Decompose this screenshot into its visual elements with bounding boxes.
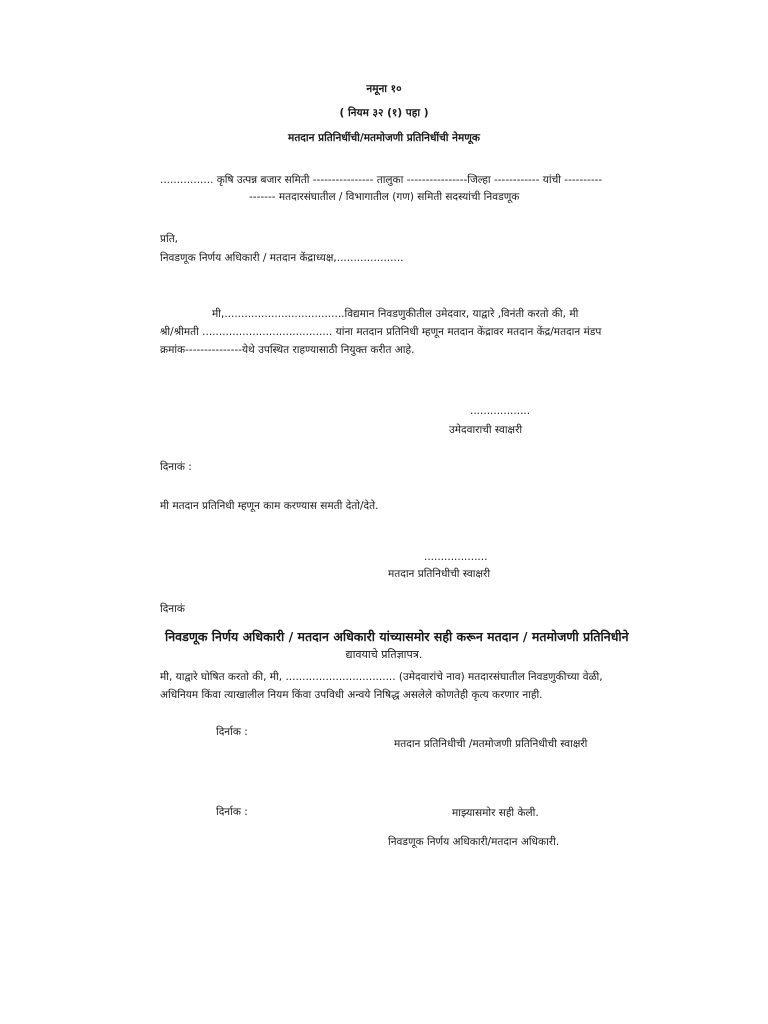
addressee-officer: निवडणूक निर्णय अधिकारी / मतदान केंद्राध्यक्ष,.................... — [160, 252, 404, 264]
officer-signature-label: निवडणूक निर्णय अधिकारी/मतदान अधिकारी. — [388, 836, 560, 848]
election-line-2: ------- मतदारसंघातील / विभागातील (गण) समिती सदस्यांची निवडणूक — [249, 191, 520, 203]
addressee-to: प्रति, — [160, 233, 179, 245]
election-line-1: ................ कृषि उत्पन्न बजार समिती ---------------- तालुका ----------------जिल्हा ------------ यांची ---------- — [160, 174, 603, 186]
appointment-line-2: श्री/श्रीमती ....................................... यांना मतदान प्रतिनिधी म्हणून मतदान केंद्रावर मतदान केंद्र/मतदान मंडप — [160, 326, 602, 338]
declaration-body-line-2: अधिनियम किंवा त्याखालील नियम किंवा उपविधी अन्वये निषिद्ध असलेले कोणतेही कृत्य करणार नाही. — [160, 689, 543, 701]
rule-reference: ( नियम ३२ (१) पहा ) — [339, 107, 429, 119]
date-label-1: दिनाकं : — [160, 461, 192, 473]
form-number: नमूना १० — [366, 83, 402, 95]
declaration-heading-line-1: निवडणूक निर्णय अधिकारी / मतदान अधिकारी यांच्यासमोर सही करून मतदान / मतमोजणी प्रतिनिधीने — [165, 629, 629, 644]
date-label-3: दिर्नाक : — [216, 726, 248, 738]
declaration-heading-line-2: द्यावयाचे प्रतिज्ञापत्र. — [345, 648, 423, 661]
candidate-signature-dots: .................. — [470, 405, 531, 417]
agent-declaration-signature: मतदान प्रतिनिधीची /मतमोजणी प्रतिनिधीची स्वाक्षरी — [394, 738, 588, 750]
date-label-4: दिर्नाक : — [216, 806, 248, 818]
declaration-body-line-1: मी, याद्वारे घोषित करतो की, मी, ................................. (उमेदवारांचे नाव) मतदारसंघातील निवडणुकीच्या वेळी, — [160, 671, 603, 683]
agent-signature-dots: ................... — [424, 551, 488, 563]
appointment-line-3: क्रमांक---------------येथे उपस्थित राहण्यासाठी नियुक्त करीत आहे. — [160, 344, 415, 356]
signed-before-text: माझ्यासमोर सही केली. — [452, 807, 539, 819]
agent-signature-label: मतदान प्रतिनिधीची स्वाक्षरी — [388, 568, 491, 580]
consent-text: मी मतदान प्रतिनिधी म्हणून काम करण्यास समती देतो/देते. — [160, 500, 379, 512]
candidate-signature-label: उमेदवाराची स्वाक्षरी — [449, 424, 523, 436]
form-title: मतदान प्रतिनिधींची/मतमोजणी प्रतिनिधींची नेमणूक — [288, 132, 480, 144]
appointment-line-1: मी,....................................विद्यमान निवडणुकीतील उमेदवार, याद्वारे ,विनंती करतो की, मी — [212, 308, 579, 320]
date-label-2: दिनाकं — [160, 603, 185, 615]
